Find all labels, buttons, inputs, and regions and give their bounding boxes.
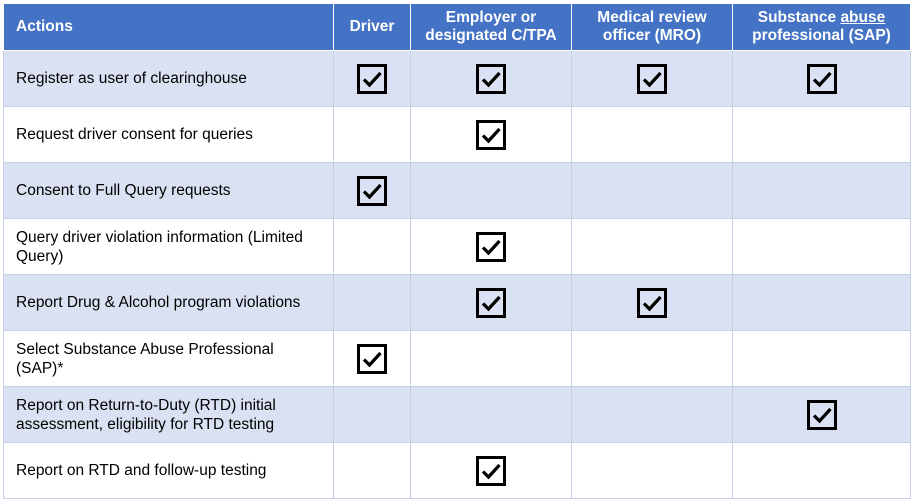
check-cell-driver [334, 443, 411, 499]
check-cell-sap [733, 387, 911, 443]
header-mro-line2: officer (MRO) [602, 27, 702, 44]
table-row [4, 443, 911, 499]
check-cell-driver [334, 275, 411, 331]
check-cell-sap [733, 163, 911, 219]
check-cell-mro [572, 331, 733, 387]
table-row [4, 331, 911, 387]
action-cell: Report on Return-to-Duty (RTD) initial assessment, eligibility for RTD testing [4, 387, 334, 443]
header-sap-line1-underlined: abuse [840, 9, 886, 26]
table-row [4, 275, 911, 331]
header-sap [733, 4, 911, 51]
check-cell-driver [334, 219, 411, 275]
check-cell-mro [572, 275, 733, 331]
check-cell-sap [733, 219, 911, 275]
check-cell-employer [411, 163, 572, 219]
action-cell: Report on RTD and follow-up testing [4, 443, 334, 499]
action-cell: Register as user of clearinghouse [4, 51, 334, 107]
table-row [4, 219, 911, 275]
check-cell-mro [572, 219, 733, 275]
action-cell: Report Drug & Alcohol program violations [4, 275, 334, 331]
check-cell-sap [733, 443, 911, 499]
header-sap-line2: professional (SAP) [752, 27, 891, 44]
check-cell-driver [334, 107, 411, 163]
action-cell: Query driver violation information (Limited Query) [4, 219, 334, 275]
check-cell-mro [572, 163, 733, 219]
check-cell-sap [733, 331, 911, 387]
header-row [4, 4, 911, 51]
table-row [4, 163, 911, 219]
check-cell-employer [411, 443, 572, 499]
check-cell-mro [572, 107, 733, 163]
check-cell-sap [733, 275, 911, 331]
action-cell: Consent to Full Query requests [4, 163, 334, 219]
checkbox-checked-icon [476, 120, 506, 150]
check-cell-employer [411, 387, 572, 443]
check-cell-mro [572, 387, 733, 443]
checkbox-checked-icon [357, 344, 387, 374]
header-sap-line1-pre: Substance [757, 9, 841, 26]
header-mro [572, 4, 733, 51]
action-cell: Request driver consent for queries [4, 107, 334, 163]
checkbox-checked-icon [476, 64, 506, 94]
check-cell-employer [411, 51, 572, 107]
table-body [4, 51, 911, 499]
header-mro-line1: Medical review [597, 9, 707, 26]
header-employer [411, 4, 572, 51]
header-employer-line1: Employer or [445, 9, 537, 26]
checkbox-checked-icon [637, 64, 667, 94]
check-cell-sap [733, 51, 911, 107]
check-cell-driver [334, 387, 411, 443]
check-cell-driver [334, 163, 411, 219]
header-driver: Driver [334, 4, 411, 51]
actions-responsibility-table [3, 3, 911, 499]
check-cell-driver [334, 51, 411, 107]
check-cell-employer [411, 219, 572, 275]
checkbox-checked-icon [637, 288, 667, 318]
table-row [4, 51, 911, 107]
checkbox-checked-icon [807, 64, 837, 94]
check-cell-mro [572, 51, 733, 107]
checkbox-checked-icon [476, 456, 506, 486]
checkbox-checked-icon [357, 176, 387, 206]
check-cell-employer [411, 107, 572, 163]
checkbox-checked-icon [476, 288, 506, 318]
check-cell-employer [411, 275, 572, 331]
check-cell-driver [334, 331, 411, 387]
checkbox-checked-icon [357, 64, 387, 94]
table-row [4, 387, 911, 443]
header-employer-line2: designated C/TPA [425, 27, 557, 44]
action-cell: Select Substance Abuse Professional (SAP)* [4, 331, 334, 387]
table-row [4, 107, 911, 163]
check-cell-employer [411, 331, 572, 387]
header-actions: Actions [4, 4, 334, 51]
checkbox-checked-icon [476, 232, 506, 262]
check-cell-mro [572, 443, 733, 499]
checkbox-checked-icon [807, 400, 837, 430]
check-cell-sap [733, 107, 911, 163]
